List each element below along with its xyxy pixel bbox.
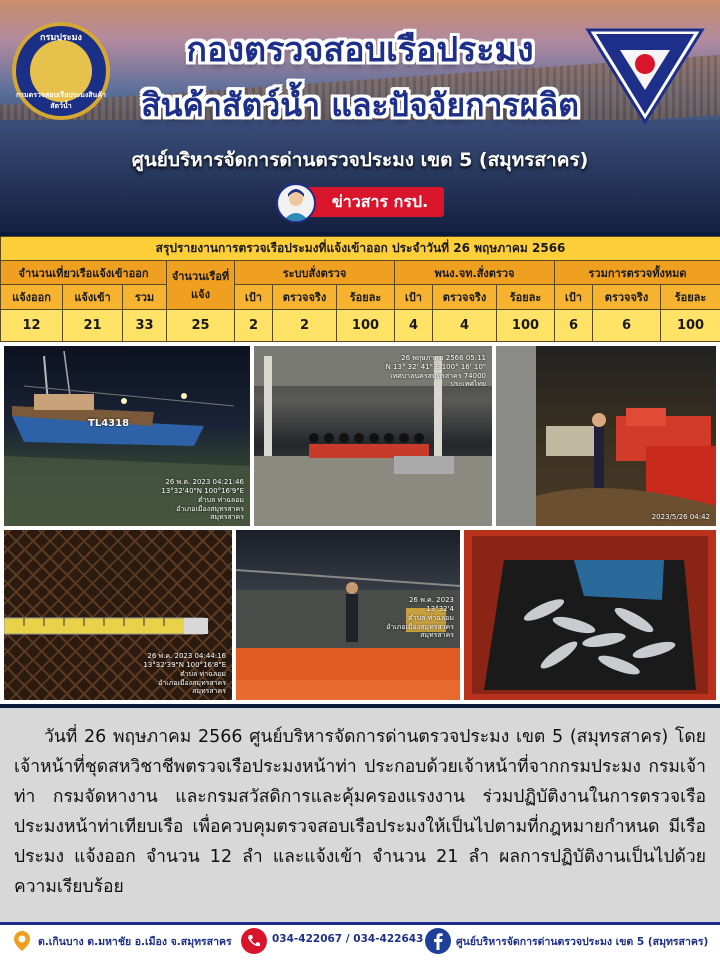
value-boats: 25 [167,309,235,341]
phone-icon [240,927,268,955]
photo-fishing-boat [4,346,250,526]
description-panel [0,708,720,922]
photo4-stamp: 26 พ.ค. 2023 04:44:16 13°32'39"N 100°16'8"E ตำบล ท่าฉลอม อำเภอเมืองสมุทรสาคร สมุทรสาคร [143,652,226,696]
value-off-actual: 4 [433,309,497,341]
header-title-line2: สินค้าสัตว์น้ำ และปัจจัยการผลิต [141,86,579,124]
photo1-stamp: 26 พ.ค. 2023 04:21:46 13°32'40"N 100°16'9"E ตำบล ท่าฉลอม อำเภอเมืองสมุทรสาคร สมุทรสาคร [161,478,244,522]
header-officer: พนง.จท.สั่งตรวจ [395,261,555,285]
photo3-stamp: 2023/5/26 04:42 [651,513,710,522]
photo5-stamp: 26 พ.ค. 2023 13°32'4 ตำบล ท่าฉลอม อำเภอเมืองสมุทรสาคร สมุทรสาคร [386,596,454,640]
news-badge [276,183,444,217]
officer-avatar-icon [276,183,316,223]
footer-phone-link[interactable]: 034-422067 / 034-422643 [272,933,424,945]
value-in: 21 [63,309,123,341]
photo-crew-inspection [254,346,492,526]
news-label: ข่าวสาร กรป. [306,187,444,217]
table-title: สรุปรายงานการตรวจเรือประมงที่แจ้งเข้าออก ประจำวันที่ 26 พฤษภาคม 2566 [1,237,720,261]
header-subtitle: ศูนย์บริหารจัดการด่านตรวจประมง เขต 5 (สมุทรสาคร) [131,149,589,171]
description-text: วันที่ 26 พฤษภาคม 2566 ศูนย์บริหารจัดการด่านตรวจประมง เขต 5 (สมุทรสาคร) โดยเจ้าหน้าที่ชุดสหวิชาชีพตรวจเรือประมงหน้าท่า ประกอบด้วยเจ้าหน้าที่จากกรมประมง กรมเจ้าท่า กรมจัดหางาน และกรมสวัสดิการและคุ้มครองแรงงาน ร่วมปฏิบัติงานในการตรวจเรือประมงหน้าท่าเทียบเรือ เพื่อควบคุมตรวจสอบเรือประมงให้เป็นไปตามที่กฎหมายกำหนด มีเรือประมง แจ้งออก จำนวน 12 ลำ และแจ้งเข้า จำนวน 21 ลำ ผลการปฏิบัติงานเป็นไปด้วยความเรียบร้อย [14,727,706,897]
photo-fish-hold [464,530,716,700]
value-sys-percent: 100 [337,309,395,341]
fishery-inspection-shield-logo [582,22,708,124]
location-pin-icon [10,929,34,953]
subheader-tot-target: เป้า [555,285,593,309]
subheader-tot-percent: ร้อยละ [661,285,720,309]
header-title-line1: กองตรวจสอบเรือประมง [186,30,534,70]
subheader-off-percent: ร้อยละ [497,285,555,309]
value-tot-actual: 6 [593,309,661,341]
facebook-icon [424,927,452,955]
photo-grid [0,342,720,704]
value-tot-target: 6 [555,309,593,341]
subheader-sys-actual: ตรวจจริง [273,285,337,309]
boat-id-label: TL4318 [88,418,130,429]
subheader-in: แจ้งเข้า [63,285,123,309]
inspection-summary-table [0,236,720,342]
subheader-off-actual: ตรวจจริง [433,285,497,309]
subheader-sys-percent: ร้อยละ [337,285,395,309]
photo-net-measurement [4,530,232,700]
footer-address: ต.เกินบาง ต.มหาชัย อ.เมือง จ.สมุทรสาคร [38,936,232,948]
photo2-stamp: 26 พฤษภาคม 2566 05:11 N 13° 32' 41" E 100° 16' 10" เทศบาลนครสมุทรสาคร 74000 ประเทศไทย [385,354,486,389]
header-banner [0,0,720,232]
header-system: ระบบสั่งตรวจ [235,261,395,285]
photo-officer-on-deck [236,530,460,700]
subheader-sys-target: เป้า [235,285,273,309]
value-off-percent: 100 [497,309,555,341]
header-trips: จำนวนเที่ยวเรือแจ้งเข้าออก [1,261,167,285]
subheader-out: แจ้งออก [1,285,63,309]
subheader-off-target: เป้า [395,285,433,309]
footer-contact-bar [0,922,720,960]
value-sys-actual: 2 [273,309,337,341]
value-tot-percent: 100 [661,309,720,341]
photo-deck-crates [496,346,716,526]
value-sum: 33 [123,309,167,341]
subheader-tot-actual: ตรวจจริง [593,285,661,309]
subheader-sum: รวม [123,285,167,309]
value-off-target: 4 [395,309,433,341]
value-sys-target: 2 [235,309,273,341]
department-of-fisheries-logo: กรมประมง กรมตรวจสอบเรือประมงสินค้าสัตว์น้ำ [12,22,110,120]
value-out: 12 [1,309,63,341]
header-boats: จำนวนเรือที่แจ้ง [167,261,235,309]
footer-facebook-link[interactable]: ศูนย์บริหารจัดการด่านตรวจประมง เขต 5 (สมุทรสาคร) [456,936,709,948]
header-total: รวมการตรวจทั้งหมด [555,261,720,285]
